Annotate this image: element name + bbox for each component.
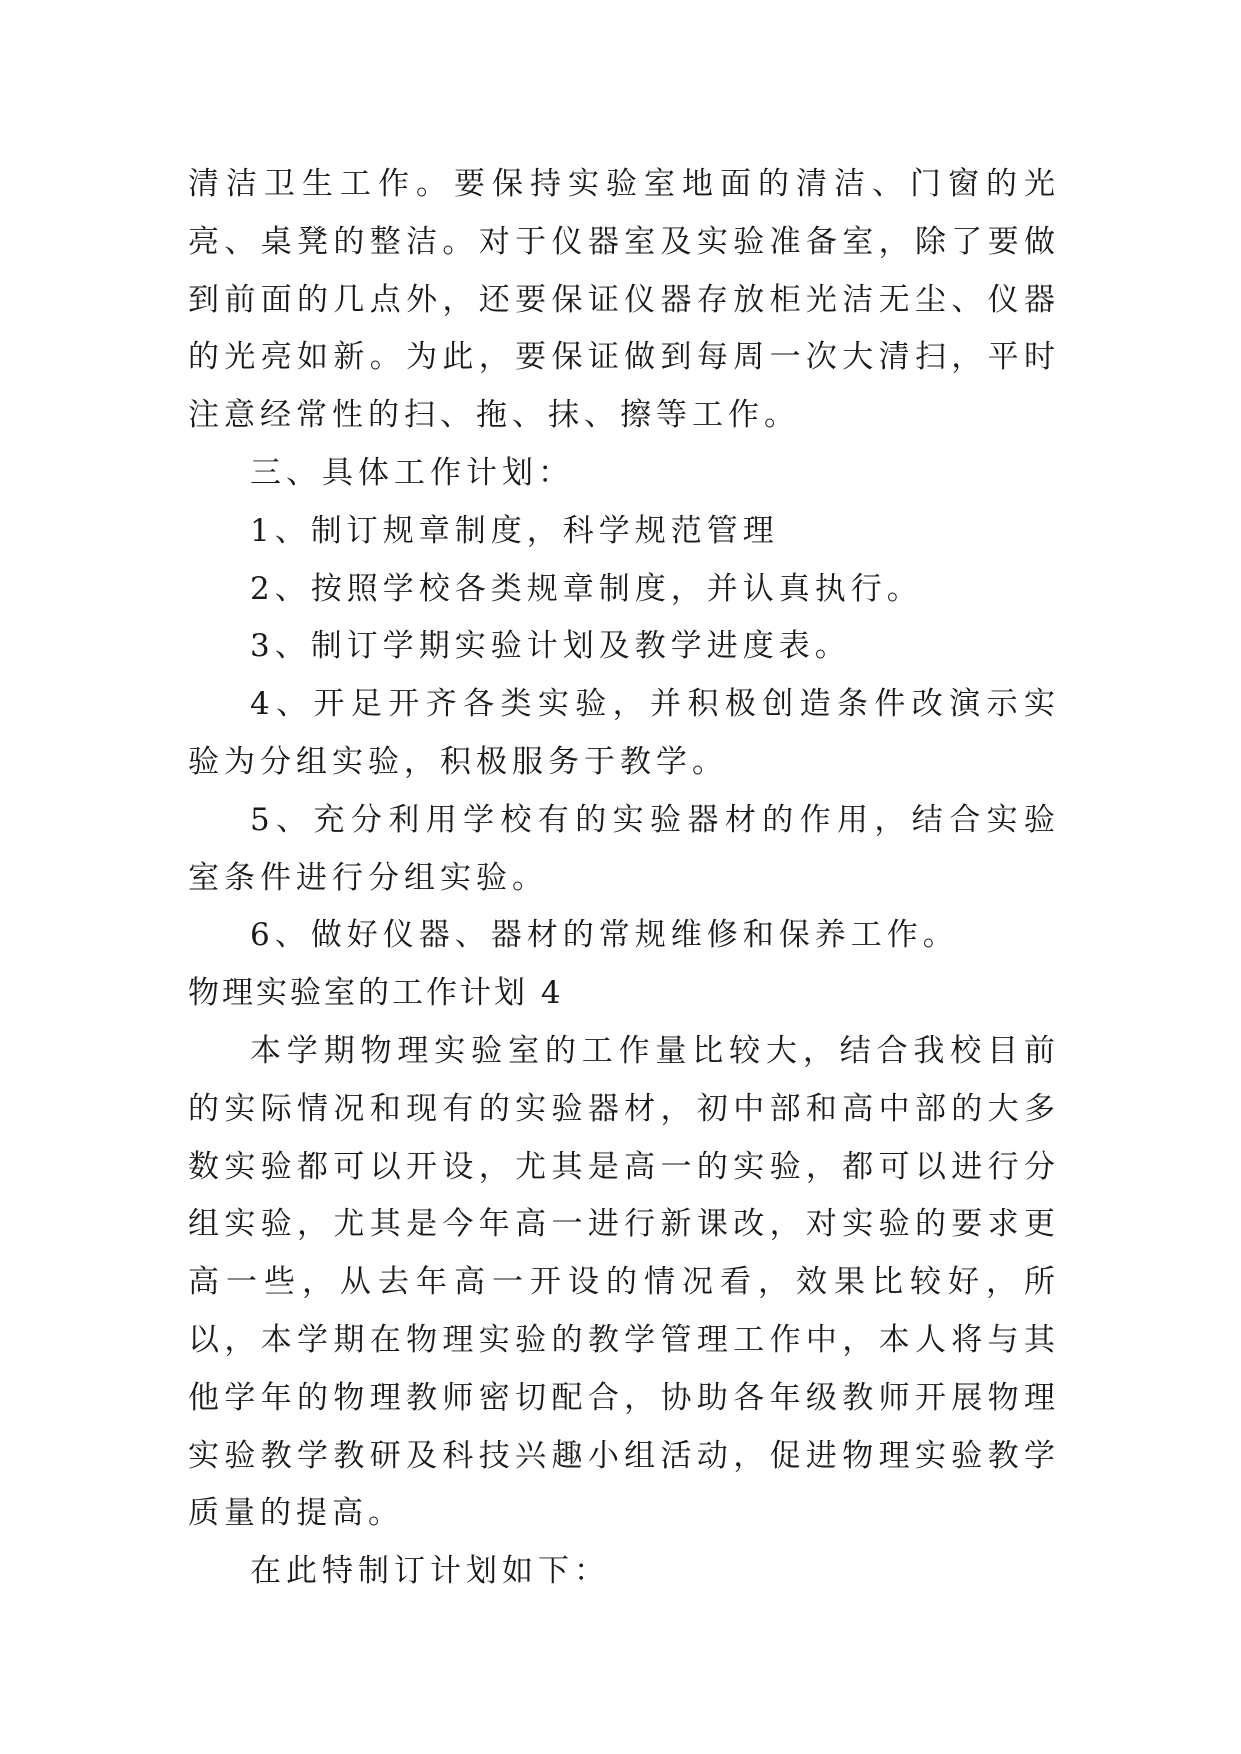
list-item-1: 1、制订规章制度，科学规范管理 [250,512,779,549]
document-section-title: 物理实验室的工作计划 4 [188,975,564,1012]
section-heading-specific-plan: 三、具体工作计划： [250,454,574,491]
list-item-2: 2、按照学校各类规章制度，并认真执行。 [250,570,923,607]
document-body [188,156,1060,1601]
list-item-5: 5、充分利用学校有的实验器材的作用，结合实验室条件进行分组实验。 [188,801,1060,896]
list-item-6: 6、做好仪器、器材的常规维修和保养工作。 [250,917,959,954]
paragraph-plan-intro: 在此特制订计划如下： [250,1553,610,1590]
paragraph-cleaning-duties: 清洁卫生工作。要保持实验室地面的清洁、门窗的光亮、桌凳的整洁。对于仪器室及实验准备室，除了要做到前面的几点外，还要保证仪器存放柜光洁无尘、仪器的光亮如新。为此，要保证做到每周一次大清扫，平时注意经常性的扫、拖、抹、擦等工作。 [188,166,1060,434]
paragraph-semester-overview: 本学期物理实验室的工作量比较大，结合我校目前的实际情况和现有的实验器材，初中部和高中部的大多数实验都可以开设，尤其是高一的实验，都可以进行分组实验，尤其是今年高一进行新课改，对实验的要求更高一些，从去年高一开设的情况看，效果比较好，所以，本学期在物理实验的教学管理工作中，本人将与其他学年的物理教师密切配合，协助各年级教师开展物理实验教学教研及科技兴趣小组活动，促进物理实验教学质量的提高。 [188,1032,1060,1532]
list-item-3: 3、制订学期实验计划及教学进度表。 [250,628,851,665]
list-item-4: 4、开足开齐各类实验，并积极创造条件改演示实验为分组实验，积极服务于教学。 [188,686,1060,780]
